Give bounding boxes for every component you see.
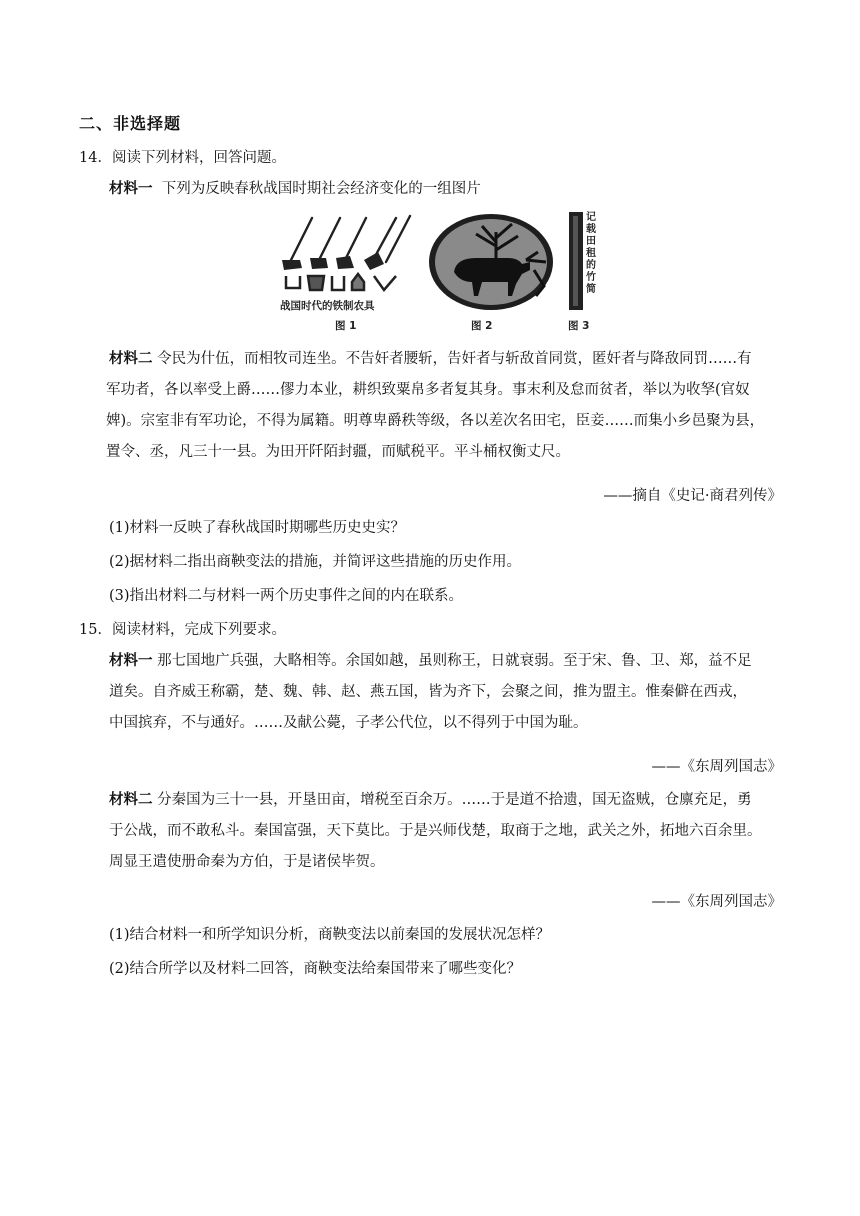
q15-material2-line3: 周显王遣使册命秦为方伯，于是诸侯毕贺。 <box>109 854 385 870</box>
q14-subquestion-2: (2)据材料二指出商鞅变法的措施，并简评这些措施的历史作用。 <box>109 554 522 570</box>
q14-material2-line3: 婢)。宗室非有军功论，不得为属籍。明尊卑爵秩等级，各以差次名田宅，臣妾……而集小乡邑聚为县， <box>106 413 765 429</box>
q15-material2-line2: 于公战，而不敢私斗。秦国富强，天下莫比。于是兴师伐楚，取商于之地，武关之外，拓地六百余里。 <box>109 823 762 839</box>
q15-material2-source: ——《东周列国志》 <box>651 894 782 910</box>
q14-subquestion-1: (1)材料一反映了春秋战国时期哪些历史史实？ <box>109 520 406 536</box>
fig3-label: 图 3 <box>568 320 590 332</box>
q15-material1-source: ——《东周列国志》 <box>651 759 782 775</box>
q15-material1-label: 材料一 <box>109 653 153 669</box>
q14-subquestion-3: (3)指出材料二与材料一两个历史事件之间的内在联系。 <box>109 588 464 604</box>
q14-material1-label: 材料一 <box>109 181 153 197</box>
ox-plow-figure <box>426 212 556 312</box>
q14-material2-source: ——摘自《史记·商君列传》 <box>603 488 782 504</box>
q14-material1-text: 下列为反映春秋战国时期社会经济变化的一组图片 <box>161 181 481 197</box>
section-title: 二、非选择题 <box>79 114 182 133</box>
q15-subquestion-1: (1)结合材料一和所学知识分析，商鞅变法以前秦国的发展状况怎样？ <box>109 927 551 943</box>
q14-material1 <box>109 174 785 205</box>
q14-material2-label: 材料二 <box>109 351 153 367</box>
iron-tools-figure <box>278 212 418 312</box>
q15-material2-line1: 分秦国为三十一县，开垦田亩，增税至百余万。……于是道不拾遗，国无盗贼，仓廪充足，勇 <box>157 792 752 808</box>
fig1-inner-caption: 战国时代的铁制农具 <box>280 300 375 312</box>
q14-material2-line2: 军功者，各以率受上爵……僇力本业，耕织致粟帛多者复其身。事末利及怠而贫者，举以为收孥(官奴 <box>106 382 750 398</box>
fig2-label: 图 2 <box>471 320 493 332</box>
fig3-slip-text: 记载田租的竹简 <box>586 212 596 295</box>
q15-material1-line2: 道矣。自齐威王称霸，楚、魏、韩、赵、燕五国，皆为齐下，会聚之间，推为盟主。惟秦僻在西戎， <box>109 684 747 700</box>
q15-material1-line3: 中国摈弃，不与通好。……及献公薨，子孝公代位，以不得列于中国为耻。 <box>109 715 588 731</box>
fig1-label: 图 1 <box>335 320 357 332</box>
q15-material1-line1: 那七国地广兵强，大略相等。余国如越，虽则称王，日就衰弱。至于宋、鲁、卫、郑，益不足 <box>157 653 752 669</box>
question-14-intro: 14．阅读下列材料，回答问题。 <box>79 150 286 166</box>
q15-material2 <box>109 785 785 878</box>
question-15-intro: 15．阅读材料，完成下列要求。 <box>79 622 286 638</box>
q15-subquestion-2: (2)结合所学以及材料二回答，商鞅变法给秦国带来了哪些变化？ <box>109 961 522 977</box>
q14-material2-line1: 令民为什伍，而相牧司连坐。不告奸者腰斩，告奸者与斩敌首同赏，匿奸者与降敌同罚……有 <box>157 351 752 367</box>
q14-material2-line4: 置令、丞，凡三十一县。为田开阡陌封疆，而赋税平。平斗桶权衡丈尺。 <box>106 444 570 460</box>
q14-material2 <box>106 344 785 468</box>
q15-material1 <box>109 646 785 739</box>
q14-figures <box>278 212 608 337</box>
q15-material2-label: 材料二 <box>109 792 153 808</box>
